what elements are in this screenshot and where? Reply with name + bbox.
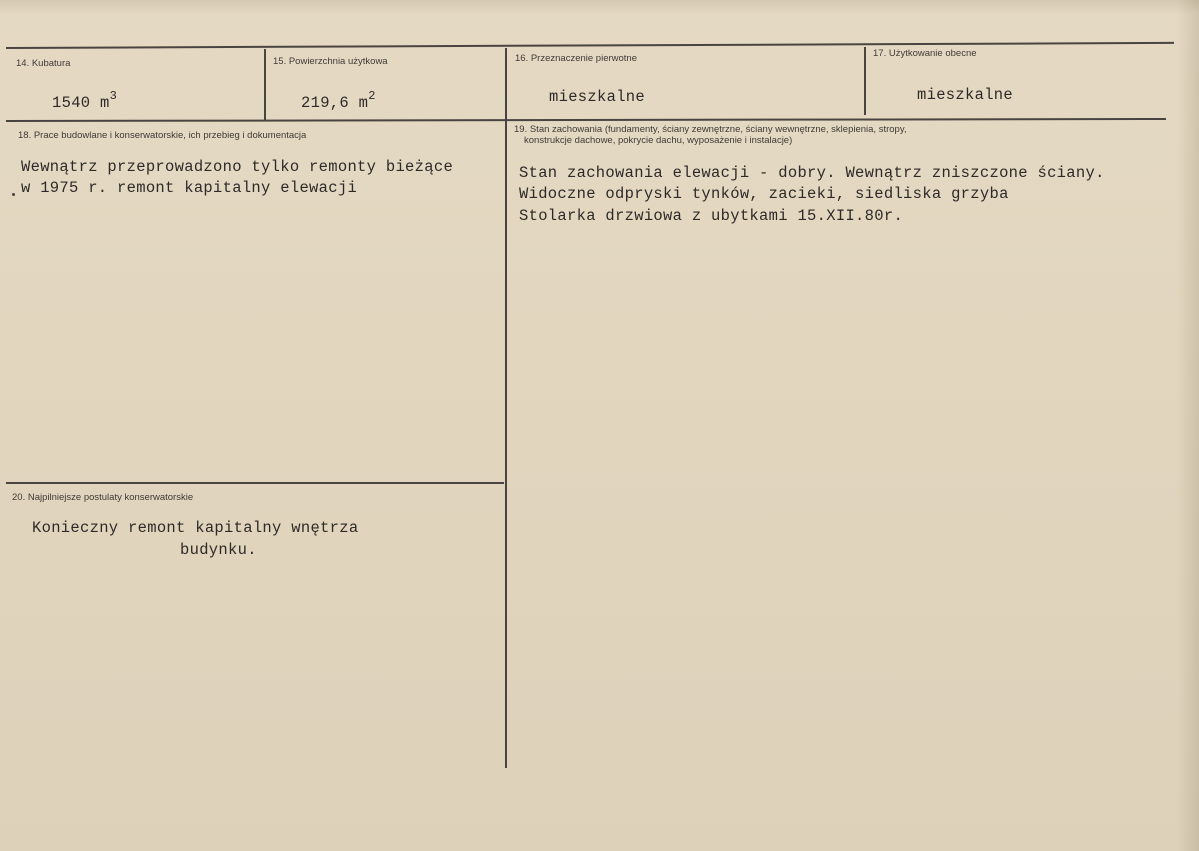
field-16-value: mieszkalne	[549, 88, 646, 106]
field-18-label: 18. Prace budowlane i konserwatorskie, ich przebieg i dokumentacja	[18, 130, 307, 141]
field-20-label: 20. Najpilniejsze postulaty konserwatorskie	[12, 492, 194, 503]
row-divider-rule	[6, 118, 1166, 122]
field-14-label: 14. Kubatura	[16, 58, 71, 69]
field-15-unit-exponent: 2	[368, 89, 376, 103]
field-19-line-1: Stan zachowania elewacji - dobry. Wewnątrz zniszczone ściany.	[519, 164, 1105, 182]
field-17-value: mieszkalne	[917, 86, 1014, 104]
field-20-line-2: budynku.	[180, 541, 257, 559]
col-divider-14-15	[264, 49, 266, 121]
field-19-label-line-2: konstrukcje dachowe, pokrycie dachu, wyposażenie i instalacje)	[524, 135, 793, 146]
field-15-number: 219,6 m	[301, 94, 369, 113]
top-rule	[6, 42, 1174, 49]
field-14-unit-exponent: 3	[109, 89, 118, 103]
field-15-value	[301, 86, 376, 115]
field-18-line-2: w 1975 r. remont kapitalny elewacji	[21, 179, 358, 197]
field-19-line-3: Stolarka drzwiowa z ubytkami 15.XII.80r.	[519, 207, 904, 225]
col-divider-16-17	[864, 47, 866, 115]
field-18-line-1: Wewnątrz przeprowadzono tylko remonty bieżące	[21, 158, 454, 176]
field-14-number: 1540 m	[52, 94, 110, 113]
section-20-rule	[6, 482, 504, 484]
field-19-label-line-1: 19. Stan zachowania (fundamenty, ściany zewnętrzne, ściany wewnętrzne, sklepienia, stropy,	[514, 124, 907, 135]
field-20-line-1: Konieczny remont kapitalny wnętrza	[32, 519, 359, 537]
margin-dot	[12, 193, 15, 196]
paper-edge-right	[1177, 0, 1199, 851]
col-divider-15-16	[505, 48, 507, 768]
field-14-value	[52, 86, 117, 115]
field-16-label: 16. Przeznaczenie pierwotne	[515, 53, 637, 64]
paper-edge-top	[0, 0, 1199, 14]
field-15-label: 15. Powierzchnia użytkowa	[273, 56, 388, 67]
field-17-label: 17. Użytkowanie obecne	[873, 48, 977, 59]
field-19-line-2: Widoczne odpryski tynków, zacieki, siedliska grzyba	[519, 185, 1009, 203]
